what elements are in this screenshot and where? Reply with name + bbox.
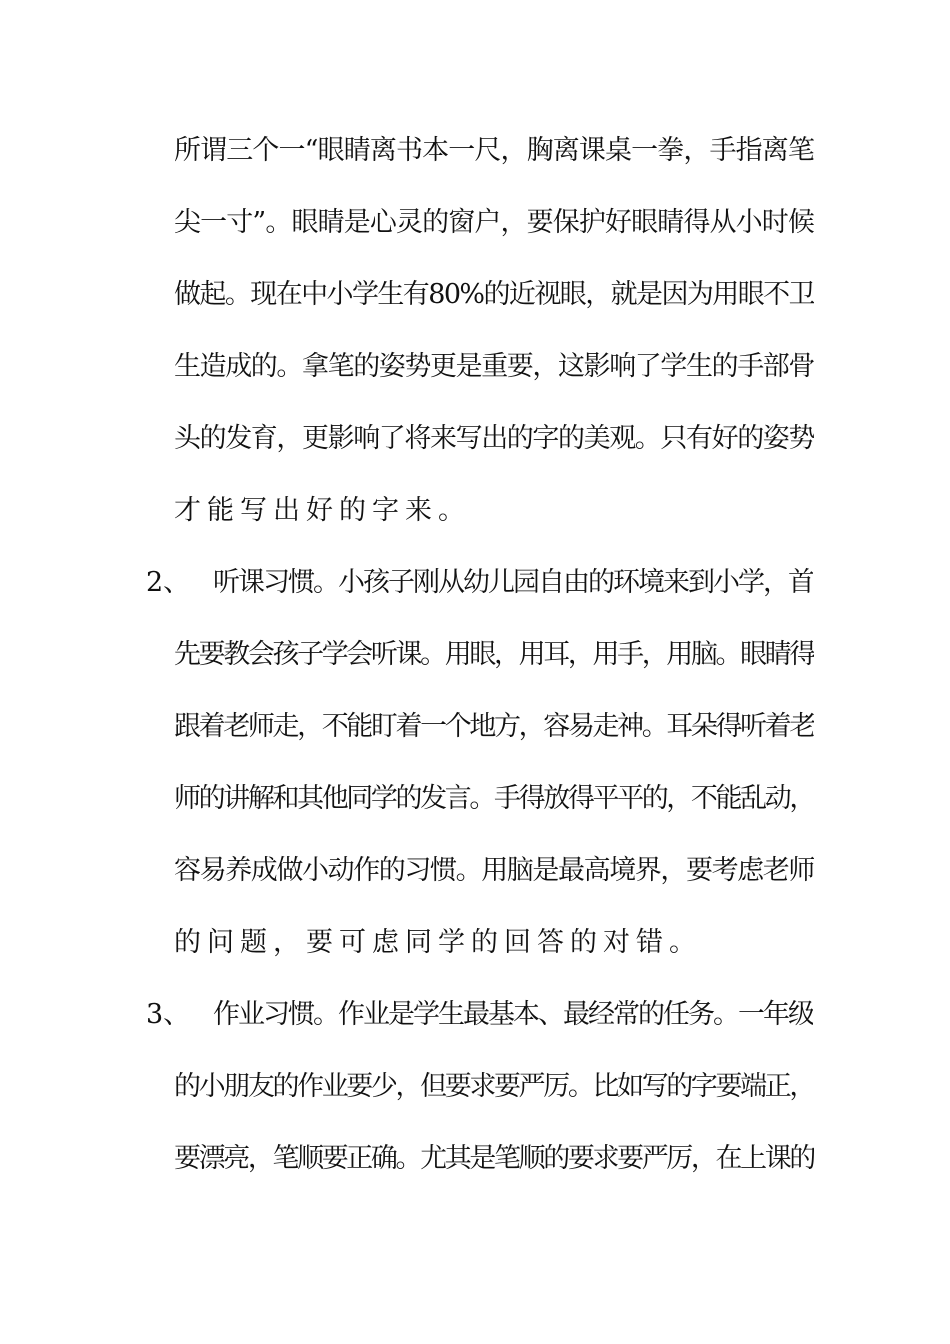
- text-line: 作业习惯。作业是学生最基本、最经常的任务。一年级: [213, 999, 813, 1030]
- text-line: 跟着老师走，不能盯着一个地方，容易走神。耳朵得听着老: [174, 711, 814, 742]
- list-number: 3、: [146, 999, 191, 1030]
- text-line: 生造成的。拿笔的姿势更是重要，这影响了学生的手部骨: [174, 351, 814, 382]
- text-line: 所谓三个一“眼睛离书本一尺，胸离课桌一拳，手指离笔: [174, 135, 814, 166]
- text-line: 头的发育，更影响了将来写出的字的美观。只有好的姿势: [174, 423, 814, 454]
- text-line: 的小朋友的作业要少，但要求要严厉。比如写的字要端正，: [174, 1071, 814, 1102]
- list-number: 2、: [146, 567, 191, 598]
- text-line: 的问题，要可虑同学的回答的对错。: [174, 927, 702, 958]
- text-line: 才能写出好的字来。: [174, 495, 471, 526]
- text-line: 尖一寸”。眼睛是心灵的窗户，要保护好眼睛得从小时候: [174, 207, 814, 238]
- text-line: 做起。现在中小学生有80%的近视眼，就是因为用眼不卫: [174, 279, 814, 310]
- text-line: 容易养成做小动作的习惯。用脑是最高境界，要考虑老师: [174, 855, 814, 886]
- text-line: 师的讲解和其他同学的发言。手得放得平平的，不能乱动，: [174, 783, 814, 814]
- text-line: 听课习惯。小孩子刚从幼儿园自由的环境来到小学，首: [213, 567, 813, 598]
- text-line: 要漂亮，笔顺要正确。尤其是笔顺的要求要严厉，在上课的: [174, 1143, 814, 1174]
- text-line: 先要教会孩子学会听课。用眼，用耳，用手，用脑。眼睛得: [174, 639, 814, 670]
